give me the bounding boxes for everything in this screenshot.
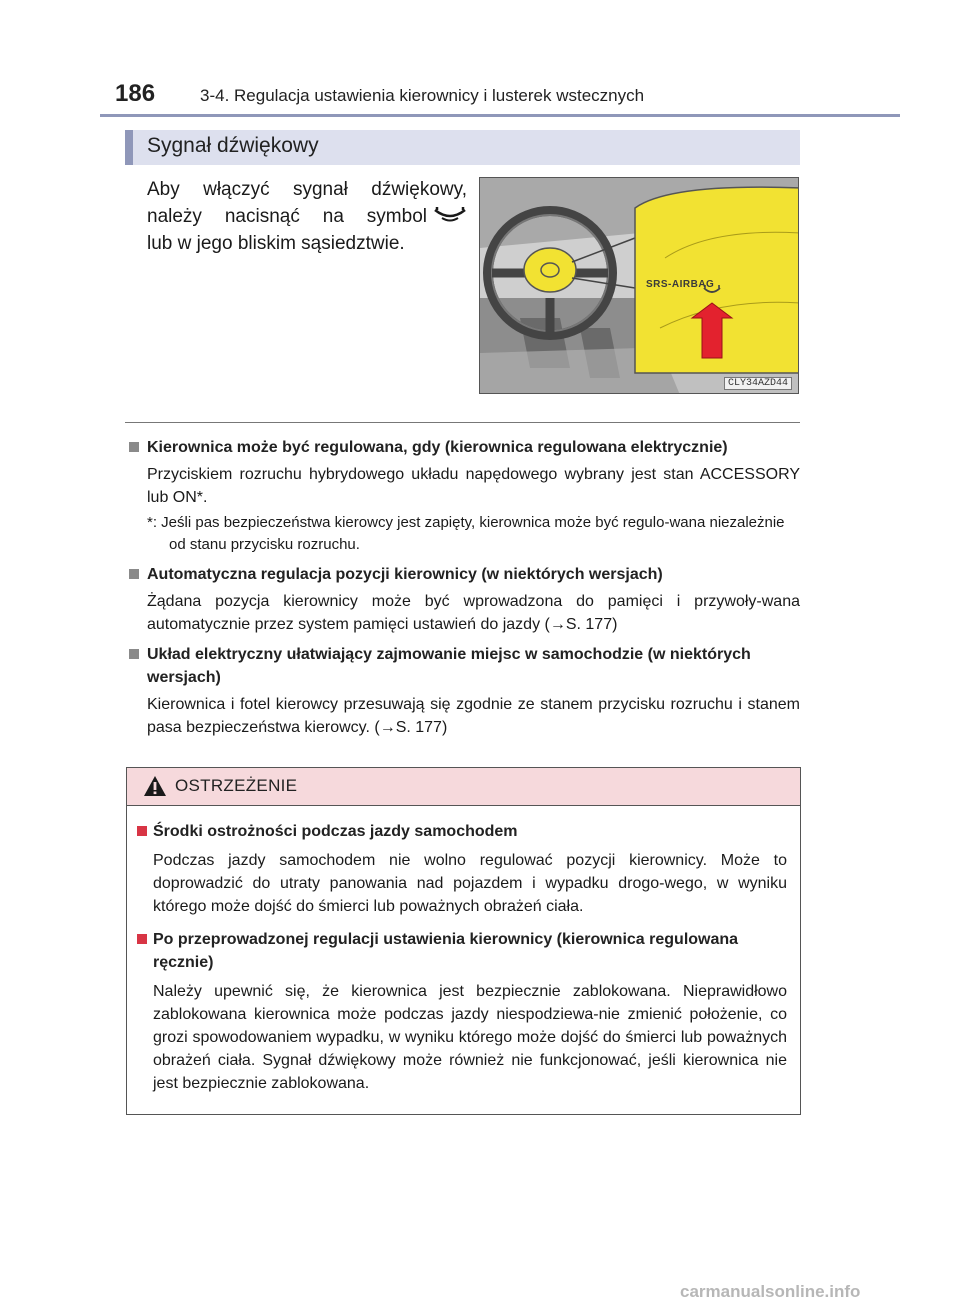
note-heading-text: Kierownica może być regulowana, gdy (kierownica regulowana elektrycznie): [147, 439, 728, 456]
square-bullet-icon: [129, 649, 139, 659]
section-title: Sygnał dźwiękowy: [147, 134, 319, 157]
intro-paragraph: [147, 176, 467, 257]
note-body: Kierownica i fotel kierowcy przesuwają się zgodnie ze stanem przycisku rozruchu i stanem pasa bezpieczeństwa kierowcy. (→S. 177): [147, 696, 800, 736]
srs-airbag-label: SRS-AIRBAG: [646, 279, 715, 290]
warning-box: [126, 767, 801, 1115]
note-heading: [127, 643, 800, 689]
warning-item-heading: [137, 820, 787, 843]
red-square-bullet-icon: [137, 934, 147, 944]
page-header: [100, 80, 900, 112]
note-body: Przyciskiem rozruchu hybrydowego układu napędowego wybrany jest stan ACCESSORY lub ON*.: [147, 466, 800, 506]
warning-triangle-icon: [143, 775, 167, 797]
warning-item: [137, 928, 787, 1095]
figure-code: CLY34AZD44: [724, 377, 792, 390]
notes-list: [127, 436, 800, 746]
horn-icon: [433, 206, 467, 224]
warning-item-body: Podczas jazdy samochodem nie wolno regulować pozycji kierownicy. Może to doprowadzić do utraty panowania nad pojazdem i wypadku drogo-wego, w wyniku którego może dojść do śmierci lub poważnych obrażeń ciała.: [153, 852, 787, 915]
section-divider: [125, 422, 800, 423]
intro-line: lub w jego bliskim sąsiedztwie.: [147, 233, 405, 254]
note-heading: [127, 436, 800, 459]
intro-line-with-icon: [147, 203, 467, 230]
steering-wheel-drawing: [480, 178, 799, 394]
warning-title: OSTRZEŻENIE: [175, 776, 298, 795]
note-body: Żądana pozycja kierownicy może być wprowadzona do pamięci i przywoły-wana automatycznie przez system pamięci ustawień do jazdy (→S. 177): [147, 593, 800, 633]
red-square-bullet-icon: [137, 826, 147, 836]
warning-content: [137, 820, 787, 1105]
note-item: [127, 436, 800, 556]
note-item: [127, 643, 800, 739]
steering-wheel-illustration: [479, 177, 799, 394]
intro-line-text: należy nacisnąć na symbol: [147, 206, 427, 227]
note-heading: [127, 563, 800, 586]
warning-heading-text: Środki ostrożności podczas jazdy samochodem: [153, 823, 518, 840]
warning-item-body: Należy upewnić się, że kierownica jest bezpiecznie zablokowana. Nieprawidłowo zablokowana kierownica może podczas jazdy niespodziewa-nie zmienić położenie, co grozi spowodowaniem wypadku, w wyniku którego może dojść do śmierci lub poważnych obrażeń ciała. Sygnał dźwiękowy może również nie funkcjonować, jeśli kierownica nie jest bezpiecznie zablokowana.: [153, 983, 787, 1092]
warning-item: [137, 820, 787, 918]
intro-line: Aby włączyć sygnał dźwiękowy,: [147, 179, 467, 200]
header-rule: [100, 114, 900, 117]
note-heading-text: Układ elektryczny ułatwiający zajmowanie miejsc w samochodzie (w niektórych wersjach): [147, 646, 751, 686]
note-heading-text: Automatyczna regulacja pozycji kierownicy (w niektórych wersjach): [147, 566, 663, 583]
warning-item-heading: [137, 928, 787, 974]
note-item: [127, 563, 800, 636]
warning-heading-text: Po przeprowadzonej regulacji ustawienia kierownicy (kierownica regulowana ręcznie): [153, 931, 739, 971]
square-bullet-icon: [129, 442, 139, 452]
chapter-title: 3-4. Regulacja ustawienia kierownicy i lusterek wstecznych: [200, 86, 645, 105]
square-bullet-icon: [129, 569, 139, 579]
warning-header: [127, 768, 800, 806]
page-number: 186: [115, 80, 156, 107]
note-footnote: *: Jeśli pas bezpieczeństwa kierowcy jest zapięty, kierownica może być regulo-wana niezależnie od stanu przycisku rozruchu.: [147, 514, 785, 553]
watermark: carmanualsonline.info: [680, 1282, 861, 1301]
section-title-bar: [125, 130, 800, 165]
